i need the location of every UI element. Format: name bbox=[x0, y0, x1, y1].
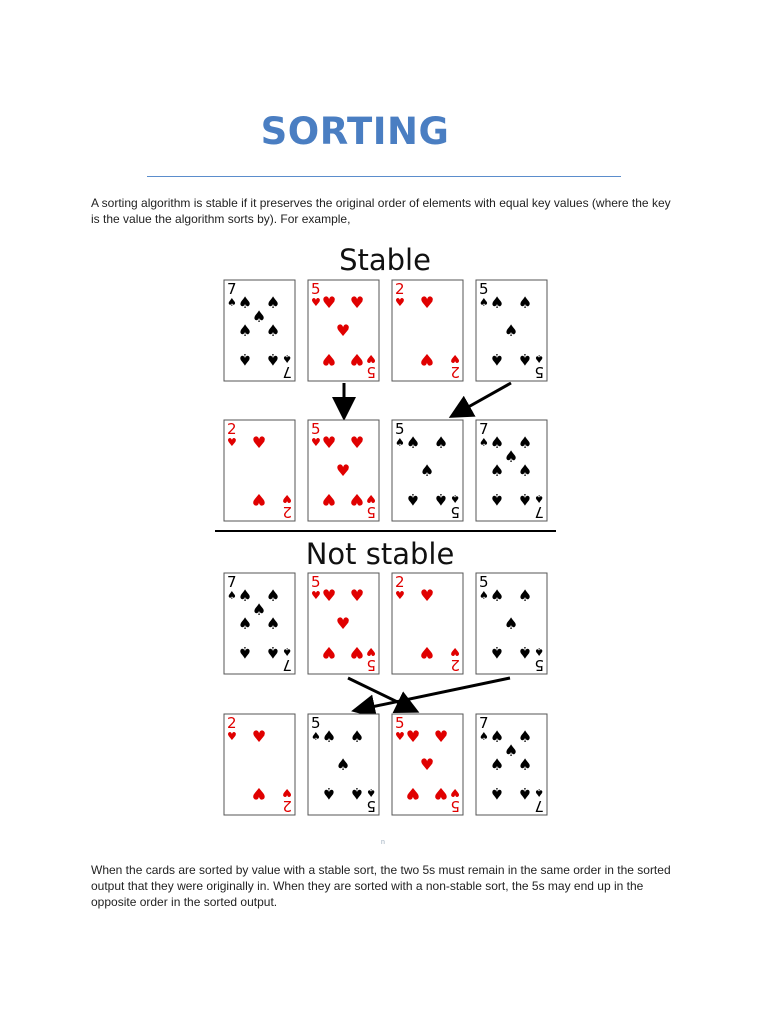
spade-pip-icon: ♠ bbox=[237, 293, 253, 312]
heart-pip-icon: ♥ bbox=[419, 350, 435, 369]
card-rank-top: 2 bbox=[395, 573, 405, 591]
card-2-hearts bbox=[392, 573, 463, 674]
heart-icon: ♥ bbox=[282, 786, 292, 799]
spade-pip-icon: ♠ bbox=[265, 293, 281, 312]
spade-pip-icon: ♠ bbox=[503, 447, 519, 466]
heart-icon: ♥ bbox=[311, 296, 321, 309]
spade-pip-icon: ♠ bbox=[489, 755, 505, 774]
spade-pip-icon: ♠ bbox=[265, 643, 281, 662]
not-stable-heading: Not stable bbox=[305, 537, 455, 571]
card-rank-top: 7 bbox=[227, 573, 237, 591]
heart-pip-icon: ♥ bbox=[321, 293, 337, 312]
spade-icon: ♠ bbox=[282, 645, 292, 658]
card-7-spades bbox=[224, 573, 295, 674]
card-5-hearts bbox=[392, 714, 463, 815]
card-rank-top: 2 bbox=[227, 420, 237, 438]
spade-icon: ♠ bbox=[479, 436, 489, 449]
card-2-hearts bbox=[224, 714, 295, 815]
spade-pip-icon: ♠ bbox=[503, 321, 519, 340]
card-2-hearts bbox=[392, 280, 463, 381]
heart-pip-icon: ♥ bbox=[251, 433, 267, 452]
heart-pip-icon: ♥ bbox=[335, 461, 351, 480]
spade-icon: ♠ bbox=[227, 589, 237, 602]
spade-icon: ♠ bbox=[534, 645, 544, 658]
heart-pip-icon: ♥ bbox=[321, 643, 337, 662]
spade-pip-icon: ♠ bbox=[489, 350, 505, 369]
heart-pip-icon: ♥ bbox=[433, 727, 449, 746]
spade-pip-icon: ♠ bbox=[251, 307, 267, 326]
card-rank-top: 5 bbox=[311, 573, 321, 591]
card-rank-top: 5 bbox=[311, 714, 321, 732]
spade-pip-icon: ♠ bbox=[237, 643, 253, 662]
heart-pip-icon: ♥ bbox=[335, 614, 351, 633]
spade-pip-icon: ♠ bbox=[503, 741, 519, 760]
card-rank-top: 5 bbox=[311, 280, 321, 298]
title-divider bbox=[147, 176, 621, 177]
heart-icon: ♥ bbox=[227, 730, 237, 743]
card-rank-top: 5 bbox=[395, 714, 405, 732]
spade-icon: ♠ bbox=[311, 730, 321, 743]
spade-pip-icon: ♠ bbox=[517, 755, 533, 774]
spade-pip-icon: ♠ bbox=[237, 586, 253, 605]
heart-icon: ♥ bbox=[450, 645, 460, 658]
spade-pip-icon: ♠ bbox=[419, 461, 435, 480]
spade-icon: ♠ bbox=[534, 492, 544, 505]
heart-pip-icon: ♥ bbox=[349, 490, 365, 509]
card-2-hearts bbox=[224, 420, 295, 521]
heart-pip-icon: ♥ bbox=[251, 727, 267, 746]
spade-pip-icon: ♠ bbox=[489, 461, 505, 480]
arrow-stable-5-spades bbox=[454, 383, 511, 415]
card-rank-bottom: 5 bbox=[534, 363, 544, 381]
spade-pip-icon: ♠ bbox=[405, 490, 421, 509]
heart-pip-icon: ♥ bbox=[321, 586, 337, 605]
spade-pip-icon: ♠ bbox=[237, 321, 253, 340]
card-rank-bottom: 2 bbox=[450, 363, 460, 381]
heart-pip-icon: ♥ bbox=[349, 643, 365, 662]
spade-pip-icon: ♠ bbox=[517, 784, 533, 803]
spade-icon: ♠ bbox=[534, 786, 544, 799]
card-rank-bottom: 5 bbox=[450, 797, 460, 815]
card-rank-bottom: 5 bbox=[534, 656, 544, 674]
spade-pip-icon: ♠ bbox=[489, 490, 505, 509]
spade-pip-icon: ♠ bbox=[321, 727, 337, 746]
card-5-hearts bbox=[308, 280, 379, 381]
spade-pip-icon: ♠ bbox=[489, 433, 505, 452]
spade-pip-icon: ♠ bbox=[489, 586, 505, 605]
card-rank-bottom: 7 bbox=[282, 656, 292, 674]
card-rank-bottom: 2 bbox=[282, 797, 292, 815]
heart-pip-icon: ♥ bbox=[419, 755, 435, 774]
spade-pip-icon: ♠ bbox=[265, 321, 281, 340]
card-rank-top: 5 bbox=[479, 573, 489, 591]
spade-pip-icon: ♠ bbox=[517, 490, 533, 509]
spade-pip-icon: ♠ bbox=[237, 614, 253, 633]
heart-icon: ♥ bbox=[227, 436, 237, 449]
heart-pip-icon: ♥ bbox=[405, 784, 421, 803]
spade-pip-icon: ♠ bbox=[517, 643, 533, 662]
spade-pip-icon: ♠ bbox=[433, 433, 449, 452]
card-rank-bottom: 5 bbox=[366, 797, 376, 815]
spade-pip-icon: ♠ bbox=[517, 350, 533, 369]
card-5-spades bbox=[476, 573, 547, 674]
heart-icon: ♥ bbox=[450, 786, 460, 799]
card-rank-top: 5 bbox=[479, 280, 489, 298]
card-rank-top: 5 bbox=[311, 420, 321, 438]
spade-pip-icon: ♠ bbox=[321, 784, 337, 803]
intro-paragraph: A sorting algorithm is stable if it preserves the original order of elements with equal key values (where the key is the value the algorithm sorts by). For example, bbox=[91, 196, 671, 226]
spade-icon: ♠ bbox=[450, 492, 460, 505]
outro-paragraph: When the cards are sorted by value with a stable sort, the two 5s must remain in the same order in the sorted output that they were originally in. When they are sorted with a non-stable sort, the 5s may end up in the opposite order in the sorted output. bbox=[91, 863, 671, 909]
spade-icon: ♠ bbox=[534, 352, 544, 365]
heart-pip-icon: ♥ bbox=[405, 727, 421, 746]
stable-heading: Stable bbox=[339, 243, 431, 277]
card-rank-bottom: 2 bbox=[450, 656, 460, 674]
spade-icon: ♠ bbox=[479, 589, 489, 602]
spade-pip-icon: ♠ bbox=[265, 586, 281, 605]
card-rank-bottom: 7 bbox=[534, 797, 544, 815]
card-rank-top: 7 bbox=[479, 714, 489, 732]
heart-icon: ♥ bbox=[366, 645, 376, 658]
card-rank-bottom: 5 bbox=[366, 503, 376, 521]
card-rank-bottom: 5 bbox=[450, 503, 460, 521]
heart-icon: ♥ bbox=[450, 352, 460, 365]
heart-pip-icon: ♥ bbox=[349, 433, 365, 452]
card-5-hearts bbox=[308, 420, 379, 521]
card-rank-bottom: 7 bbox=[282, 363, 292, 381]
spade-pip-icon: ♠ bbox=[489, 293, 505, 312]
card-rank-bottom: 7 bbox=[534, 503, 544, 521]
heart-pip-icon: ♥ bbox=[349, 350, 365, 369]
heart-pip-icon: ♥ bbox=[321, 490, 337, 509]
heart-pip-icon: ♥ bbox=[419, 293, 435, 312]
heart-pip-icon: ♥ bbox=[335, 321, 351, 340]
spade-pip-icon: ♠ bbox=[489, 727, 505, 746]
spade-icon: ♠ bbox=[227, 296, 237, 309]
spade-pip-icon: ♠ bbox=[503, 614, 519, 633]
card-rank-top: 2 bbox=[395, 280, 405, 298]
card-rank-bottom: 5 bbox=[366, 656, 376, 674]
heart-pip-icon: ♥ bbox=[321, 350, 337, 369]
spade-pip-icon: ♠ bbox=[517, 293, 533, 312]
heart-icon: ♥ bbox=[366, 492, 376, 505]
spade-pip-icon: ♠ bbox=[517, 461, 533, 480]
spade-icon: ♠ bbox=[366, 786, 376, 799]
heart-icon: ♥ bbox=[366, 352, 376, 365]
heart-pip-icon: ♥ bbox=[349, 586, 365, 605]
spade-pip-icon: ♠ bbox=[251, 600, 267, 619]
card-5-hearts bbox=[308, 573, 379, 674]
heart-icon: ♥ bbox=[311, 589, 321, 602]
spade-icon: ♠ bbox=[395, 436, 405, 449]
card-rank-bottom: 5 bbox=[366, 363, 376, 381]
spade-pip-icon: ♠ bbox=[517, 727, 533, 746]
heart-pip-icon: ♥ bbox=[251, 784, 267, 803]
card-rank-top: 5 bbox=[395, 420, 405, 438]
card-rank-top: 7 bbox=[479, 420, 489, 438]
spade-pip-icon: ♠ bbox=[237, 350, 253, 369]
spade-pip-icon: ♠ bbox=[265, 614, 281, 633]
card-5-spades bbox=[308, 714, 379, 815]
heart-icon: ♥ bbox=[311, 436, 321, 449]
heart-icon: ♥ bbox=[395, 730, 405, 743]
faint-mark: n bbox=[381, 839, 385, 846]
heart-pip-icon: ♥ bbox=[349, 293, 365, 312]
spade-pip-icon: ♠ bbox=[433, 490, 449, 509]
card-rank-bottom: 2 bbox=[282, 503, 292, 521]
heart-pip-icon: ♥ bbox=[419, 586, 435, 605]
heart-pip-icon: ♥ bbox=[251, 490, 267, 509]
spade-pip-icon: ♠ bbox=[489, 643, 505, 662]
card-7-spades bbox=[224, 280, 295, 381]
spade-pip-icon: ♠ bbox=[517, 433, 533, 452]
card-5-spades bbox=[476, 280, 547, 381]
spade-pip-icon: ♠ bbox=[489, 784, 505, 803]
spade-pip-icon: ♠ bbox=[349, 727, 365, 746]
card-rank-top: 2 bbox=[227, 714, 237, 732]
spade-pip-icon: ♠ bbox=[265, 350, 281, 369]
card-7-spades bbox=[476, 420, 547, 521]
heart-icon: ♥ bbox=[395, 296, 405, 309]
card-5-spades bbox=[392, 420, 463, 521]
heart-icon: ♥ bbox=[395, 589, 405, 602]
spade-icon: ♠ bbox=[282, 352, 292, 365]
heart-pip-icon: ♥ bbox=[433, 784, 449, 803]
spade-pip-icon: ♠ bbox=[335, 755, 351, 774]
heart-icon: ♥ bbox=[282, 492, 292, 505]
heart-pip-icon: ♥ bbox=[321, 433, 337, 452]
spade-icon: ♠ bbox=[479, 296, 489, 309]
spade-pip-icon: ♠ bbox=[517, 586, 533, 605]
heart-pip-icon: ♥ bbox=[419, 643, 435, 662]
spade-pip-icon: ♠ bbox=[405, 433, 421, 452]
spade-pip-icon: ♠ bbox=[349, 784, 365, 803]
spade-icon: ♠ bbox=[479, 730, 489, 743]
cards-diagram bbox=[200, 240, 570, 830]
card-rank-top: 7 bbox=[227, 280, 237, 298]
stability-figure bbox=[200, 240, 570, 830]
page-title: SORTING bbox=[260, 110, 450, 153]
card-7-spades bbox=[476, 714, 547, 815]
